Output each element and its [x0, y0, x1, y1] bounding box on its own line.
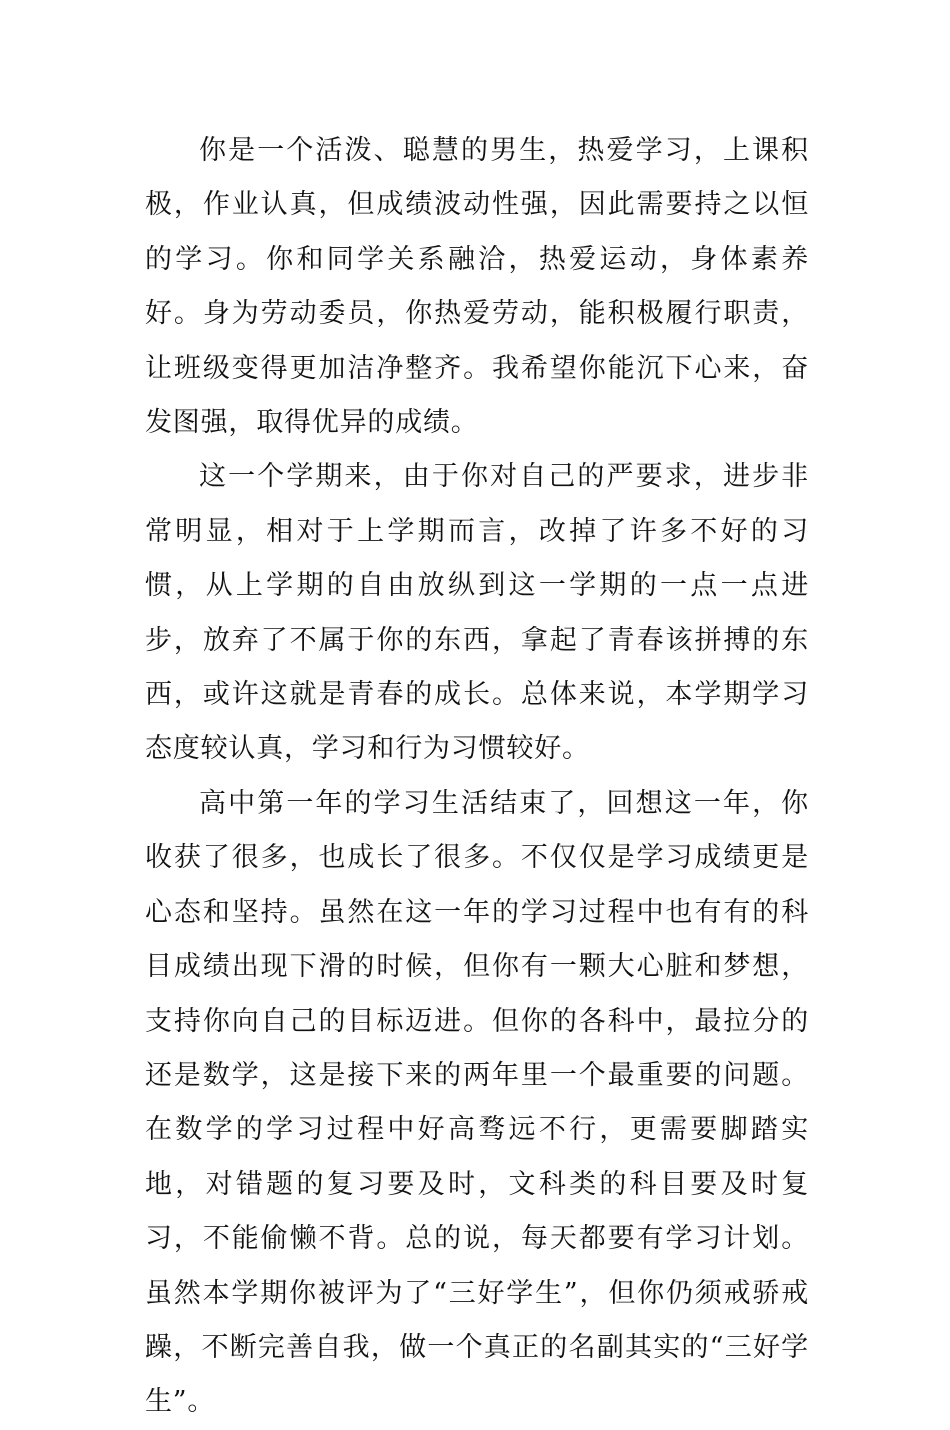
paragraph-3: 高中第一年的学习生活结束了，回想这一年，你收获了很多，也成长了很多。不仅仅是学习成绩更是心态和坚持。虽然在这一年的学习过程中也有有的科目成绩出现下滑的时候，但你有一颗大心脏和梦想，支持你向自己的目标迈进。但你的各科中，最拉分的还是数学，这是接下来的两年里一个最重要的问题。在数学的学习过程中好高骛远不行，更需要脚踏实地，对错题的复习要及时，文科类的科目要及时复习，不能偷懒不背。总的说，每天都要有学习计划。虽然本学期你被评为了“三好学生”，但你仍须戒骄戒躁，不断完善自我，做一个真正的名副其实的“三好学生”。	[145, 787, 809, 1418]
paragraph-2: 这一个学期来，由于你对自己的严要求，进步非常明显，相对于上学期而言，改掉了许多不好的习惯，从上学期的自由放纵到这一学期的一点一点进步，放弃了不属于你的东西，拿起了青春该拼搏的东西，或许这就是青春的成长。总体来说，本学期学习态度较认真，学习和行为习惯较好。	[145, 461, 809, 765]
paragraph-1: 你是一个活泼、聪慧的男生，热爱学习，上课积极，作业认真，但成绩波动性强，因此需要持之以恒的学习。你和同学关系融洽，热爱运动，身体素养好。身为劳动委员，你热爱劳动，能积极履行职责，让班级变得更加洁净整齐。我希望你能沉下心来，奋发图强，取得优异的成绩。	[145, 135, 809, 439]
body-text	[145, 124, 809, 1430]
